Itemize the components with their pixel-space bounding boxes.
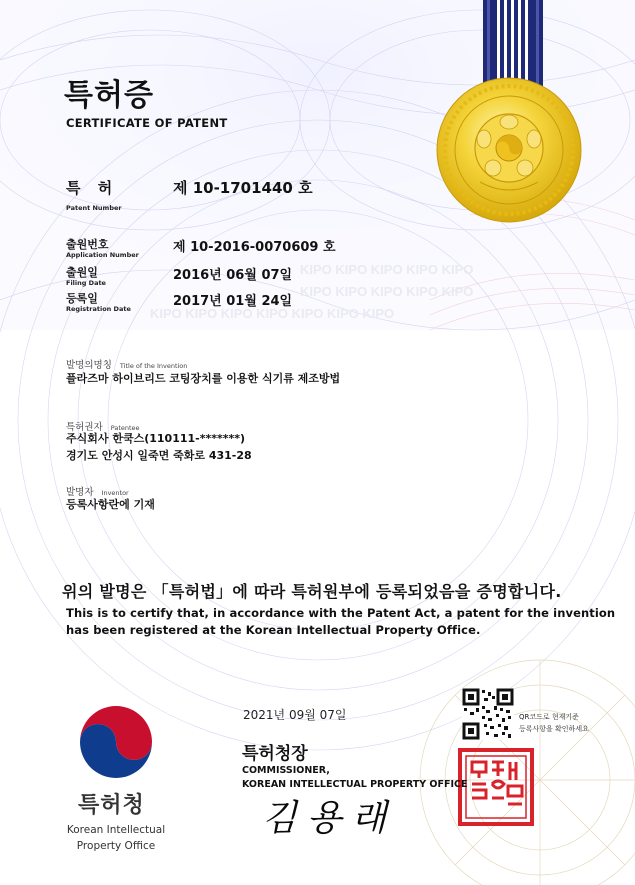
gold-seal — [437, 78, 581, 222]
qr-caption-line-2: 등록사항을 확인하세요 — [519, 725, 589, 733]
commissioner-signature: 김용래 — [262, 798, 397, 839]
patentee-name: 주식회사 한쿡스(110111-*******) — [66, 432, 246, 445]
kipo-taeguk-logo — [80, 706, 152, 778]
patentee-label-en: Patentee — [110, 424, 140, 432]
registration-date-value: 2017년 01월 24일 — [173, 294, 293, 309]
inventor-label-en: Inventor — [101, 489, 129, 497]
inventor-value: 등록사항란에 기재 — [66, 498, 155, 511]
commissioner-title: 특허청장 — [242, 744, 308, 764]
certificate-title: 특허증 — [64, 78, 154, 113]
application-number-label: 출원번호 — [66, 238, 109, 251]
filing-date-label-en: Filing Date — [66, 279, 106, 287]
qr-caption-line-1: QR코드로 현재기준 — [519, 713, 579, 721]
patent-number-label: 특 허 — [66, 179, 119, 197]
certification-statement-en-2: has been registered at the Korean Intellectual Property Office. — [66, 623, 481, 637]
invention-title: 플라즈마 하이브리드 코팅장치를 이용한 식기류 제조방법 — [66, 372, 341, 385]
application-number-value: 제 10-2016-0070609 호 — [173, 240, 336, 255]
registration-date-label: 등록일 — [66, 292, 98, 305]
office-name-en-1: Korean Intellectual — [66, 824, 166, 836]
certificate-title-en: CERTIFICATE OF PATENT — [66, 116, 228, 130]
patent-number-value: 제 10-1701440 호 — [173, 179, 313, 197]
guilloche-bottom-right — [420, 660, 635, 885]
svg-text:KIPO KIPO KIPO KIPO KIPO: KIPO KIPO KIPO KIPO KIPO — [300, 284, 474, 299]
filing-date-value: 2016년 06월 07일 — [173, 268, 293, 283]
commissioner-title-en-2: KOREAN INTELLECTUAL PROPERTY OFFICE — [242, 779, 468, 790]
inventor-label: 발명자 — [66, 487, 94, 498]
qr-caption — [519, 711, 589, 735]
patentee-address: 경기도 안성시 일죽면 죽화로 431-28 — [66, 449, 252, 462]
commissioner-title-en-1: COMMISSIONER, — [242, 765, 330, 776]
qr-code[interactable] — [462, 688, 514, 740]
svg-text:KIPO KIPO KIPO KIPO KIPO: KIPO KIPO KIPO KIPO KIPO — [300, 262, 474, 277]
patent-number-label-en: Patent Number — [66, 204, 122, 212]
application-number-label-en: Application Number — [66, 251, 139, 259]
issue-date: 2021년 09월 07일 — [243, 708, 347, 722]
invention-label: 발명의명칭 — [66, 360, 112, 371]
certification-statement-ko: 위의 발명은 「특허법」에 따라 특허원부에 등록되었음을 증명합니다. — [62, 582, 562, 601]
office-name: 특허청 — [78, 793, 145, 818]
patentee-label: 특허권자 — [66, 422, 103, 433]
invention-label-en: Title of the Invention — [119, 362, 188, 370]
office-name-en-2: Property Office — [76, 840, 156, 852]
filing-date-label: 출원일 — [66, 266, 98, 279]
certification-statement-en-1: This is to certify that, in accordance with the Patent Act, a patent for the invention — [66, 606, 616, 620]
svg-text:KIPO KIPO KIPO KIPO KIPO: KIPO KIPO KIPO KIPO KIPO KIPO KIPO — [150, 306, 395, 321]
registration-date-label-en: Registration Date — [66, 305, 131, 313]
